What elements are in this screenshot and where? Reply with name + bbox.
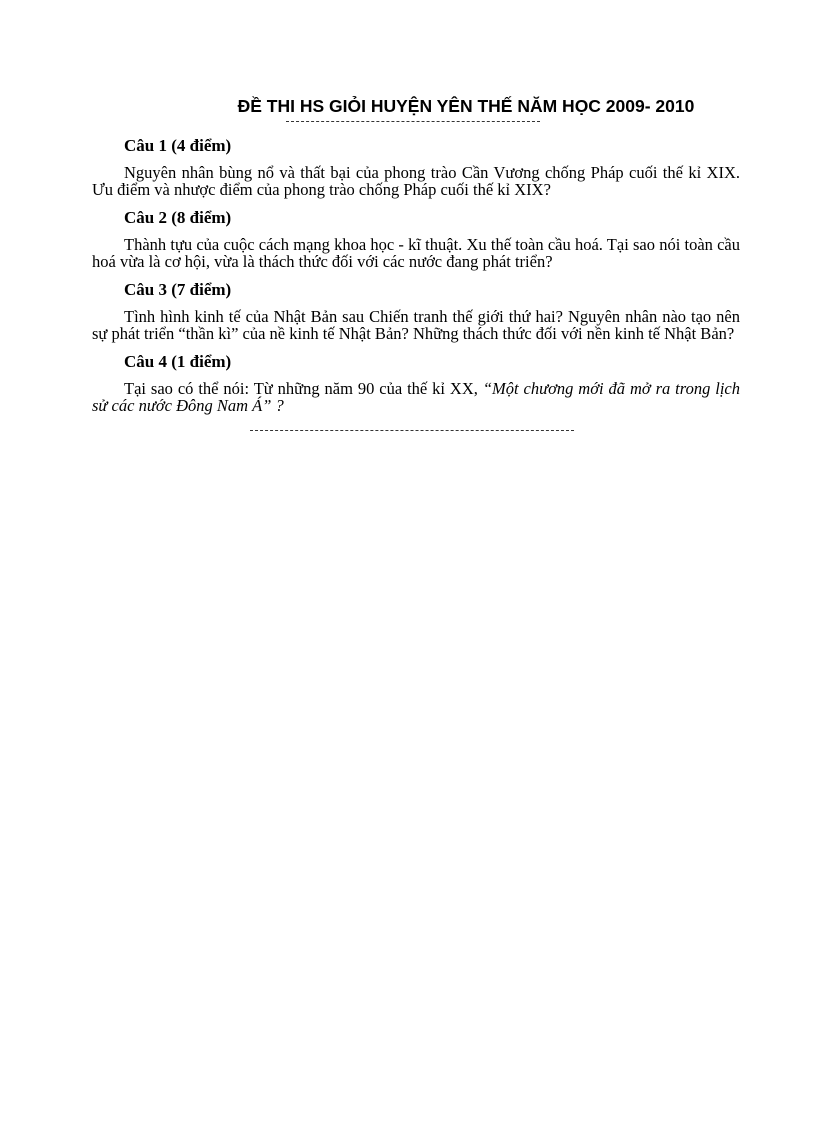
question-heading: Câu 4 (1 điểm): [124, 352, 232, 371]
question-body: [92, 380, 740, 414]
question-heading: Câu 2 (8 điểm): [124, 208, 232, 227]
question-heading: Câu 3 (7 điểm): [124, 280, 232, 299]
page-title: ĐỀ THI HS GIỎI HUYỆN YÊN THẾ NĂM HỌC 2009- 2010: [237, 96, 695, 116]
question-quote: “Một chương mới đã mở ra trong lịch sử các nước Đông Nam Á” ?: [92, 379, 740, 415]
question-body-text: Tại sao có thể nói: Từ những năm 90 của thế kỉ XX,: [124, 379, 483, 398]
question-body: Tình hình kinh tế của Nhật Bản sau Chiến tranh thế giới thứ hai? Nguyên nhân nào tạo nên sự phát triển “thần kì” của nề kinh tế Nhật Bản? Những thách thức đối với nền kinh tế Nhật Bản?: [92, 307, 740, 343]
question-4: [92, 352, 740, 415]
document-page: [92, 96, 740, 431]
question-heading: Câu 1 (4 điểm): [124, 136, 232, 155]
title-divider: [286, 121, 540, 122]
question-3: [92, 280, 740, 343]
end-divider: [250, 430, 574, 431]
question-2: [92, 208, 740, 271]
question-body: Thành tựu của cuộc cách mạng khoa học - kĩ thuật. Xu thế toàn cầu hoá. Tại sao nói toàn cầu hoá vừa là cơ hội, vừa là thách thức đối với các nước đang phát triển?: [92, 235, 740, 271]
question-body: Nguyên nhân bùng nổ và thất bại của phong trào Cần Vương chống Pháp cuối thế kỉ XIX. Ưu điểm và nhược điểm của phong trào chống Pháp cuối thế kỉ XIX?: [92, 163, 740, 199]
question-1: [92, 136, 740, 199]
